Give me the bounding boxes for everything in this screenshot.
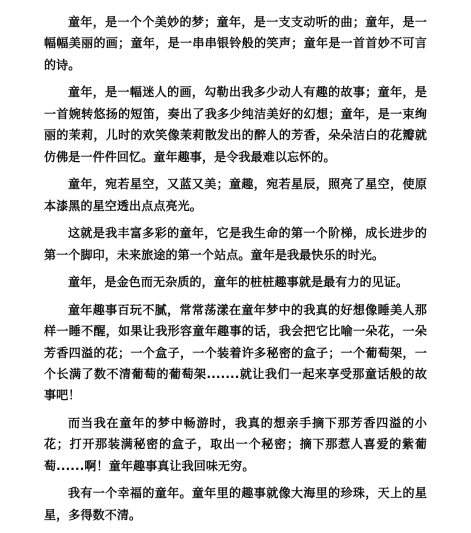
paragraph-2: 童年，是一幅迷人的画，勾勒出我多少动人有趣的故事；童年，是一首婉转悠扬的短笛，奏出了我多少纯洁美好的幻想；童年，是一束绚丽的茉莉，儿时的欢笑像茉莉散发出的醉人的芳香，朵朵洁白的花瓣就仿佛是一件件回忆。童年趣事，是令我最难以忘怀的。 [44,85,427,164]
paragraph-6: 童年趣事百玩不腻，常常荡漾在童年梦中的我真的好想像睡美人那样一睡不醒，如果让我形容童年趣事的话，我会把它比喻一朵花，一朵芳香四溢的花；一个盒子，一个装着许多秘密的盒子；一个葡萄架，一个长满了数不清葡萄的葡萄架.......就让我们一起来享受那童话般的故事吧！ [44,302,427,403]
paragraph-1: 童年，是一个个美妙的梦；童年，是一支支动听的曲；童年，是一幅幅美丽的画；童年，是一串串银铃般的笑声；童年是一首首妙不可言的诗。 [44,15,427,72]
paragraph-4: 这就是我丰富多彩的童年，它是我生命的第一个阶梯，成长进步的第一个脚印，未来旅途的第一个站点。童年是我最快乐的时光。 [44,226,427,262]
paragraph-5: 童年，是金色而无杂质的，童年的桩桩趣事就是最有力的见证。 [68,275,409,290]
paragraph-8: 我有一个幸福的童年。童年里的趣事就像大海里的珍珠，天上的星星，多得数不清。 [44,486,427,522]
paragraph-7: 而当我在童年的梦中畅游时，我真的想亲手摘下那芳香四溢的小花；打开那装满秘密的盒子，取出一个秘密；摘下那惹人喜爱的紫葡萄......啊！童年趣事真让我回味无穷。 [44,416,427,473]
paragraph-3: 童年，宛若星空，又蓝又美；童趣，宛若星辰，照亮了星空，使原本漆黑的星空透出点点亮光。 [44,177,427,213]
